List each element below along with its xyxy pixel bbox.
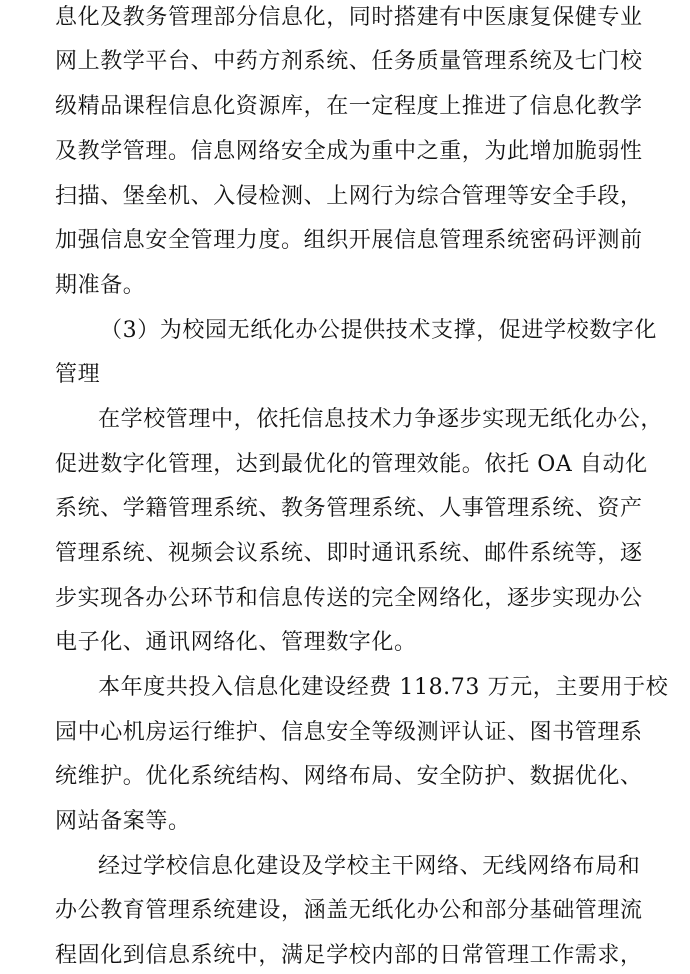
text-line: 程固化到信息系统中，满足学校内部的日常管理工作需求， <box>55 943 643 968</box>
text-line: 加强信息安全管理力度。组织开展信息管理系统密码评测前 <box>55 228 643 253</box>
text-line: 经过学校信息化建设及学校主干网络、无线网络布局和 <box>98 854 641 879</box>
text-line: 息化及教务管理部分信息化，同时搭建有中医康复保健专业 <box>55 5 643 30</box>
text-line: 期准备。 <box>55 273 146 298</box>
text-line: 办公教育管理系统建设，涵盖无纸化办公和部分基础管理流 <box>55 898 643 923</box>
text-line: 本年度共投入信息化建设经费 118.73 万元，主要用于校 <box>98 675 669 700</box>
text-line: 及教学管理。信息网络安全成为重中之重，为此增加脆弱性 <box>55 139 643 164</box>
text-line: 步实现各办公环节和信息传送的完全网络化，逐步实现办公 <box>55 586 643 611</box>
text-line: 管理系统、视频会议系统、即时通讯系统、邮件系统等，逐 <box>55 541 643 566</box>
text-line: 网站备案等。 <box>55 809 191 834</box>
text-line: 促进数字化管理，达到最优化的管理效能。依托 OA 自动化 <box>55 452 648 477</box>
heading-line: （3）为校园无纸化办公提供技术支撑，促进学校数字化 <box>100 318 657 343</box>
text-line: 园中心机房运行维护、信息安全等级测评认证、图书管理系 <box>55 720 643 745</box>
text-line: 级精品课程信息化资源库，在一定程度上推进了信息化教学 <box>55 94 643 119</box>
text-line: 电子化、通讯网络化、管理数字化。 <box>55 630 417 655</box>
text-line: 扫描、堡垒机、入侵检测、上网行为综合管理等安全手段， <box>55 184 643 209</box>
text-line: 在学校管理中，依托信息技术力争逐步实现无纸化办公， <box>98 407 664 432</box>
text-line: 网上教学平台、中药方剂系统、任务质量管理系统及七门校 <box>55 49 643 74</box>
text-line: 系统、学籍管理系统、教务管理系统、人事管理系统、资产 <box>55 496 643 521</box>
text-line: 统维护。优化系统结构、网络布局、安全防护、数据优化、 <box>55 764 643 789</box>
heading-line: 管理 <box>55 362 101 387</box>
